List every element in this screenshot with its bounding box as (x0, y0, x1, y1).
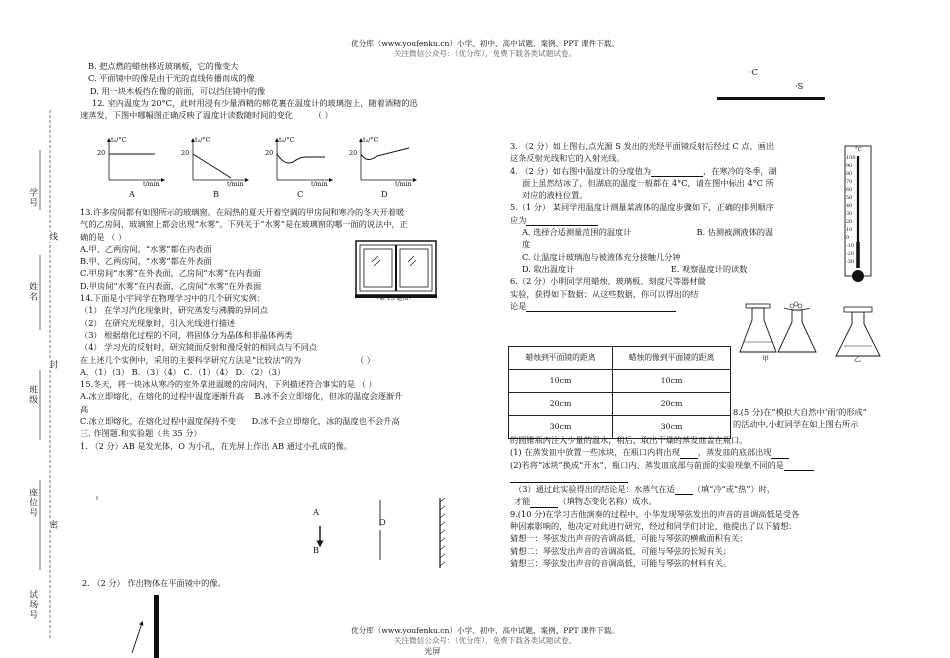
point-b-label: B (313, 545, 320, 555)
page-header (285, 39, 685, 60)
flasks-figure (740, 298, 900, 368)
graph-b (193, 140, 247, 180)
p5-options-de: D. 取出温度计 E. 观察温度计的读数 (522, 263, 748, 274)
q3-mirror-svg (715, 62, 835, 108)
q14-item-3: （3） 根据熔化过程的不同，将固体分为晶体和非晶体两类 (80, 329, 293, 340)
p8-blank-4[interactable] (510, 474, 628, 483)
p3-text-1: 3. （2 分）如上图右,点光源 S 发出的光经平面镜反射后经过 C 点，画出 (510, 141, 775, 151)
point-o-label: O (379, 517, 386, 527)
q11-option-c: C. 平面镜中的像是由于光的直线传播而成的像 (88, 73, 255, 84)
graph-b-label: B (213, 189, 220, 199)
q13-text-2: 气的乙房间，玻璃窗上都会出现“水雾”。下列关于“水雾”是在玻璃窗的哪一面的说法中，正 (80, 219, 408, 230)
q13-text-1: 13.许多房间都有如图所示的玻璃窗。在闷热的夏天开着空调的甲房间和寒冷的冬天开着暖 (80, 207, 405, 217)
footer-line-2: 关注微信公众号：（优分库），免费下载各类试题试卷。 (393, 636, 577, 646)
graph-d-label: D (381, 189, 388, 199)
point-c-label: ·C (749, 67, 758, 77)
q14-options: A．（1）（3） B．（3）（4） C．（1）（4） D．（2）（3） (80, 366, 286, 377)
problem-1-figure (95, 490, 455, 580)
thermo-tick: 60 (846, 187, 853, 193)
field-name: 姓名 (27, 282, 38, 302)
graph-c (277, 140, 331, 180)
graph-a-label: A (129, 189, 135, 199)
thermo-tick: 40 (846, 203, 853, 209)
q14-item-2: （2） 在研究光现象时，引入光线进行描述 (80, 317, 236, 328)
q3-figure (715, 62, 835, 108)
graph-d (361, 140, 415, 180)
thermo-tick: 100 (846, 155, 856, 161)
p8-blank-5[interactable] (675, 486, 693, 495)
p9-text-1: 9.(10 分)在学习吉他演奏的过程中，小华发现琴弦发出的声音的音调高低是受各 (510, 508, 800, 519)
table-header-row (509, 347, 731, 370)
p5-text-1: 5.（1 分） 某同学用温度计测量某液体的温度步骤如下，正确的排列顺序 (510, 202, 774, 213)
thermo-tick: 0 (846, 235, 850, 241)
p9-guess-1: 猜想一：琴弦发出声音的音调高低，可能与琴弦的横截面积有关； (510, 533, 748, 544)
thermometer-figure (843, 144, 873, 290)
p8-item-3: （3）通过此实验得出的结论是：水蒸气在适 （填“冷”或“热”）时， (514, 484, 776, 495)
table-cell: 30cm (613, 416, 731, 439)
header-line-2: 关注微信公众号：（优分库），免费下载各类试题试卷。 (393, 49, 577, 59)
table-cell: 30cm (509, 416, 613, 439)
p9-text-2: 种因素影响的，他决定对此进行研究，经过和同学们讨论，他提出了以下猜想： (510, 521, 797, 532)
table-cell: 20cm (613, 393, 731, 416)
point-a-label: A (313, 507, 319, 517)
p8-text-1: 8.(5 分)在“模拟大自然中‘雨’的形成” (733, 407, 867, 417)
q13-text-3: 确的是 （ ） (80, 231, 127, 242)
table-row (509, 393, 731, 416)
window-caption: （第 13 题图） (373, 295, 415, 302)
flask-label-yi: 乙 (854, 355, 861, 363)
mirror-svg (130, 595, 170, 658)
q11-option-d: D. 用一块木板挡在像的前面，可以挡住镜中的像 (90, 85, 266, 96)
p4-text-2: 面上虽然结冰了，但湖底的温度一般都在 4°C，请在图中标出 4°C 所 (522, 177, 774, 188)
field-class: 班级 (27, 385, 38, 405)
field-student-id: 学号 (27, 188, 38, 208)
p9-guess-2: 猜想二：琴弦发出声音的音调高低，可能与琴弦的长短有关； (510, 545, 732, 556)
thermo-unit: °C (855, 147, 862, 153)
q14-text: 14.下面是小宇同学在物理学习中的几个研究实例： (80, 293, 265, 304)
thermo-tick: 80 (846, 171, 853, 177)
p8-blank-1[interactable] (680, 450, 698, 459)
graph-b-tick: 20 (181, 149, 190, 157)
q12-text-2: 速蒸发，下图中哪幅图正确反映了温度计读数随时间的变化 （ ） (80, 110, 333, 121)
screen-label: 光屏 (424, 646, 441, 656)
q12-graphs (95, 136, 435, 204)
q14-item-4: （4） 学习光的反射时，研究镜面反射和漫反射的相同点与不同点 (80, 342, 318, 353)
right-column-lower (510, 434, 850, 569)
thermo-tick: 20 (846, 219, 853, 225)
p8-item-1: (1) 在蒸发皿中放置一些冰块，在瓶口内将出现 ，蒸发皿的底部出现 (510, 446, 850, 458)
graph-c-ylabel: t₀/°C (279, 136, 295, 144)
footer-line-1: 优分库（www.youfenku.cn）小学、初中、高中试题、案例、PPT 课件下载。 (351, 626, 619, 635)
right-column (510, 140, 845, 312)
p8-blank-6[interactable] (530, 499, 558, 508)
graph-d-xlabel: t/min (395, 181, 412, 188)
window-svg (355, 240, 437, 302)
p6-text-3: 论是 (510, 300, 845, 312)
graph-c-tick: 20 (265, 149, 274, 157)
binding-margin (0, 0, 80, 658)
field-exam-room: 试场号 (27, 590, 38, 620)
p6-text-2: 实验，获得如下数据：从这些数据，你可以得出的结 (510, 288, 699, 299)
seal-line-mi: 密 (45, 520, 58, 530)
q12-text-1: 12. 室内温度为 20°C，此时用浸有少量酒精的棉花裹在温度计的玻璃泡上，随着酒精的迅 (92, 97, 418, 108)
mirror-data-table (508, 346, 731, 439)
table-row (509, 370, 731, 393)
p5-options-ab: A. 选择合适测量范围的温度计 B. 估测被测液体的温 (522, 227, 774, 238)
table-cell: 10cm (613, 370, 731, 393)
graph-a-xlabel: t/min (143, 181, 160, 188)
p9-guess-3: 猜想三：琴弦发出声音的音调高低，可能与琴弦的材料有关。 (510, 557, 732, 568)
p4-blank[interactable] (651, 168, 703, 177)
flask-jia (740, 304, 776, 352)
p5-text-2: 应为 (510, 214, 845, 226)
thermo-tick: 90 (846, 163, 853, 169)
graph-d-ylabel: t₀/°C (363, 136, 379, 144)
q13-option-c: C.甲房间“水雾”在外表面，乙房间“水雾”在内表面 (80, 268, 261, 279)
problem-2-text: 2. （2 分） 作出物体在平面镜中的像。 (82, 578, 226, 588)
p8-item-2-line (510, 471, 850, 483)
q13-window-figure (355, 240, 437, 302)
q11-option-b: B. 把点燃的蜡烛移近玻璃板，它的像变大 (88, 61, 239, 71)
p8-blank-3[interactable] (784, 462, 814, 471)
problem-2-figure (130, 595, 170, 658)
p4-text-3: 对应的液柱位置。 (522, 190, 588, 201)
seal-line-xian: 线 (45, 232, 58, 242)
header-line-1: 优分库（www.youfenku.cn）小学、初中、高中试题、案例、PPT 课件下载。 (351, 39, 619, 48)
seal-line-feng: 封 (45, 360, 58, 370)
p5-option-b-cont: 度 (522, 239, 531, 250)
thermo-scale (846, 154, 856, 266)
p8-item-2: (2)若将“冰块”换成“开水”，瓶口内、蒸发皿底部与前面的实验现象不同的是 (510, 459, 850, 471)
binding-lines (0, 0, 80, 658)
problem-1-text: 1. （2 分）AB 是发光体，O 为小孔，在光屏上作出 AB 通过小孔成的像。 (80, 440, 353, 451)
graph-c-label: C (297, 189, 304, 199)
p8-text-2: 的活动中,小虹同学在如上图右所示 (733, 419, 859, 430)
p6-blank[interactable] (526, 303, 676, 312)
graph-b-ylabel: t₀/°C (195, 136, 211, 144)
graph-d-tick: 20 (349, 149, 358, 157)
q14-ask: 在上述几个实例中，采用的主要科学研究方法是“比较法”的为 （ ） (80, 354, 375, 365)
graph-a (109, 140, 163, 180)
p8-item-3b: 才能 （填物态变化名称）成水。 (514, 496, 657, 507)
q13-option-a: A.甲、乙两房间，“水雾”都在内表面 (80, 243, 212, 254)
q15-options-cd: C.冰立即熔化，在熔化过程中温度保持不变 D.冰不会立即熔化，冰的温度也不会升高 (80, 416, 400, 427)
graph-a-tick: 20 (97, 149, 106, 157)
field-seat-no: 座位号 (27, 488, 38, 518)
page-footer (285, 626, 685, 647)
thermo-tick: 50 (846, 195, 853, 201)
thermo-tick: 30 (846, 211, 853, 217)
thermo-tick: -20 (846, 251, 855, 257)
flask-left-2 (778, 302, 816, 352)
thermo-tick: -30 (846, 259, 855, 265)
thermo-tick: 70 (846, 179, 853, 185)
pinhole-svg (95, 490, 455, 580)
table-cell: 10cm (509, 370, 613, 393)
thermo-tick: 10 (846, 227, 853, 233)
table-cell: 20cm (509, 393, 613, 416)
p5-blank[interactable] (526, 217, 598, 226)
graph-c-xlabel: t/min (311, 181, 328, 188)
q13-option-d: D.甲房间“水雾”在内表面，乙房间“水雾”在外表面 (80, 280, 262, 291)
graph-b-xlabel: t/min (227, 181, 244, 188)
q14-item-1: （1） 在学习汽化现象时，研究蒸发与沸腾的异同点 (80, 305, 268, 316)
thermo-tick: -10 (846, 243, 855, 249)
p3-text-2: 这条反射光线和它的入射光线。 (510, 153, 625, 164)
q13-option-b: B.甲、乙两房间，“水雾”都在外表面 (80, 256, 212, 267)
table-header: 蜡烛到平面镜的距离 (509, 347, 613, 370)
table-header: 蜡烛的像到平面镜的距离 (613, 347, 731, 370)
point-s-label: ·S (795, 81, 804, 91)
left-column (80, 60, 480, 121)
p5-option-c: C. 让温度计玻璃泡与被液体充分接触几分钟 (522, 251, 681, 262)
p8-blank-2[interactable] (771, 450, 789, 459)
p8-intro (733, 406, 933, 431)
flask-label-jia: 甲 (762, 355, 769, 363)
q15-options-ab: A.冰立即熔化，在熔化的过程中温度逐渐升高 B.冰不会立即熔化，但冰的温度会逐渐升 (80, 391, 403, 402)
flask-yi (836, 307, 880, 356)
p6-text-1: 6.（2 分）小明同学用蜡烛、玻璃板、刻度尺等器材做 (510, 276, 706, 287)
q15-option-b-cont: 高 (80, 403, 89, 414)
p4-text-1: 4. （2 分）如右图中温度计的分度值为 ，在寒冷的冬季，湖 (510, 165, 777, 176)
q15-text: 15.冬天，将一块冰从寒冷的室外拿进温暖的房间内，下列描述符合事实的是 （ ） (80, 379, 377, 390)
section-3-title: 三. 作图题.和实验题（共 35 分） (80, 428, 202, 439)
p8-text-3: 的圆锥瓶内注入少量的温水，稍后，取出干燥的蒸发皿盖在瓶口。 (510, 435, 748, 445)
graph-a-ylabel: t₀/°C (111, 136, 127, 144)
